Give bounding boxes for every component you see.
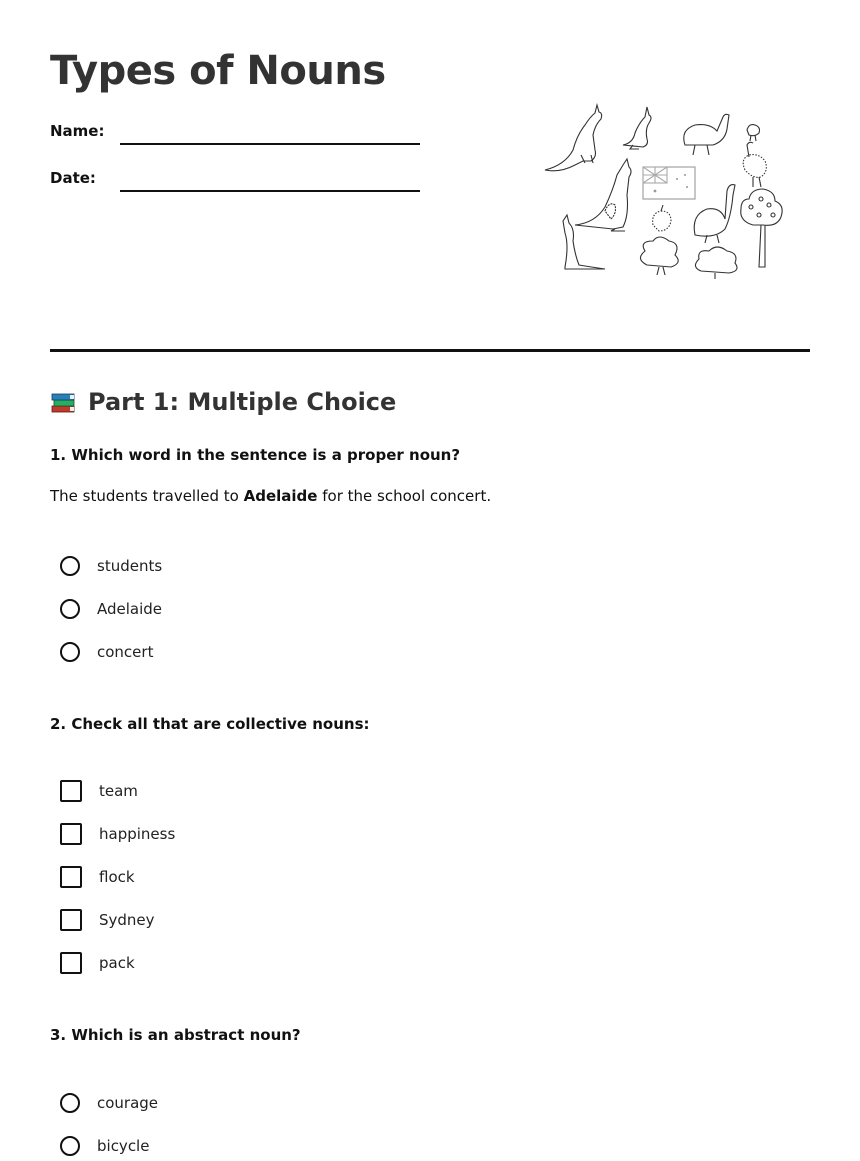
- question-1-prompt: 1. Which word in the sentence is a proper noun?: [50, 446, 461, 464]
- option-label: students: [97, 557, 163, 575]
- q1-option-students[interactable]: [60, 553, 162, 579]
- option-label: Sydney: [99, 911, 155, 929]
- part1-heading: [50, 388, 396, 416]
- option-label: happiness: [99, 825, 176, 843]
- checkbox[interactable]: [60, 823, 82, 845]
- bird-icon: [747, 125, 760, 141]
- radio-button[interactable]: [60, 642, 80, 662]
- date-label: Date:: [50, 169, 96, 187]
- tree-icon: [741, 189, 782, 267]
- kangaroo-icon: [545, 105, 602, 171]
- worksheet-title: Types of Nouns: [50, 48, 386, 94]
- books-icon: [50, 388, 78, 416]
- q2-option-pack[interactable]: [60, 950, 135, 976]
- name-label: Name:: [50, 122, 105, 140]
- q2-option-sydney[interactable]: [60, 907, 155, 933]
- part1-title: Part 1: Multiple Choice: [88, 388, 397, 416]
- radio-button[interactable]: [60, 599, 80, 619]
- option-label: team: [99, 782, 138, 800]
- q1-option-adelaide[interactable]: [60, 596, 162, 622]
- kangaroo-icon: [623, 107, 651, 149]
- australian-flag-icon: [643, 167, 695, 199]
- bush-icon: [695, 247, 737, 279]
- section-divider: [50, 349, 810, 352]
- q3-option-bicycle[interactable]: [60, 1133, 149, 1159]
- q1-option-concert[interactable]: [60, 639, 153, 665]
- date-field-line[interactable]: [120, 190, 420, 192]
- q3-option-courage[interactable]: [60, 1090, 158, 1116]
- question-2-prompt: 2. Check all that are collective nouns:: [50, 715, 370, 733]
- checkbox[interactable]: [60, 780, 82, 802]
- sentence-after: for the school concert.: [317, 487, 492, 505]
- emu-icon: [694, 185, 735, 243]
- checkbox[interactable]: [60, 866, 82, 888]
- option-label: courage: [97, 1094, 159, 1112]
- radio-button[interactable]: [60, 1136, 80, 1156]
- option-label: flock: [99, 868, 135, 886]
- plant-icon: [640, 237, 678, 275]
- name-field-line[interactable]: [120, 143, 420, 145]
- kangaroo-icon: [575, 159, 631, 231]
- sentence-before: The students travelled to: [50, 487, 244, 505]
- q2-option-team[interactable]: [60, 778, 138, 804]
- sentence-bold: Adelaide: [243, 487, 318, 505]
- option-label: pack: [99, 954, 135, 972]
- radio-button[interactable]: [60, 556, 80, 576]
- checkbox[interactable]: [60, 909, 82, 931]
- checkbox[interactable]: [60, 952, 82, 974]
- australian-animals-clipart: [535, 95, 795, 285]
- q2-option-happiness[interactable]: [60, 821, 175, 847]
- question-3-prompt: 3. Which is an abstract noun?: [50, 1026, 301, 1044]
- question-1-sentence: [50, 487, 491, 505]
- option-label: Adelaide: [97, 600, 163, 618]
- q2-option-flock[interactable]: [60, 864, 135, 890]
- option-label: concert: [97, 643, 154, 661]
- emu-icon: [684, 114, 729, 155]
- radio-button[interactable]: [60, 1093, 80, 1113]
- option-label: bicycle: [97, 1137, 150, 1155]
- quail-icon: [653, 205, 671, 231]
- emu-icon: [743, 142, 766, 187]
